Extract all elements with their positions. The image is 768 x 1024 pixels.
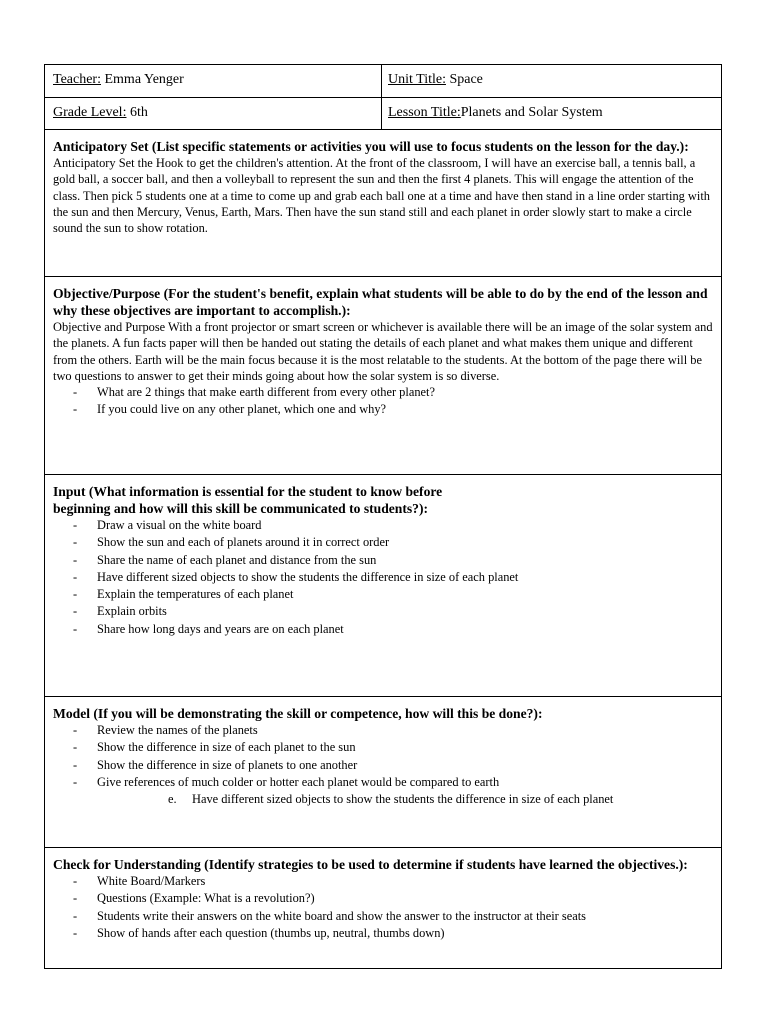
input-section: [45, 475, 721, 697]
list-item: - Explain orbits: [73, 603, 713, 620]
list-item: - If you could live on any other planet, which one and why?: [73, 401, 713, 418]
list-item: - Have different sized objects to show the students the difference in size of each planet: [73, 569, 713, 586]
unit-label: Unit Title:: [388, 72, 446, 87]
list-item: - Show of hands after each question (thumbs up, neutral, thumbs down): [73, 925, 713, 942]
objective-heading: Objective/Purpose (For the student's benefit, explain what students will be able to do by the end of the lesson and why these objectives are important to accomplish.):: [53, 286, 708, 318]
teacher-cell: [45, 65, 382, 97]
list-item: - Show the sun and each of planets around it in correct order: [73, 534, 713, 551]
teacher-label: Teacher:: [53, 72, 101, 87]
anticipatory-heading: Anticipatory Set (List specific statements or activities you will use to focus students on the lesson for the day.):: [53, 139, 689, 154]
list-item: - Share the name of each planet and distance from the sun: [73, 552, 713, 569]
anticipatory-body: Anticipatory Set the Hook to get the children's attention. At the front of the classroom, I will have an exercise ball, a tennis ball, a gold ball, a soccer ball, and then a volleyball to represent the sun and then the first 4 planets. This will engage the attention of the class. Then pick 5 students one at a time to come up and grab each ball one at a time and have then stand in a line order starting with the sun and then Mercury, Venus, Earth, Mars. Then have the sun stand still and each planet in order slowly start to make a circle sound the sun to show rotation.: [53, 156, 710, 236]
lesson-plan-table: [44, 64, 722, 969]
teacher-name: Emma Yenger: [104, 72, 184, 87]
model-list: [53, 722, 713, 791]
header-row-2: [45, 98, 721, 130]
list-item: - Draw a visual on the white board: [73, 517, 713, 534]
lesson-title: Planets and Solar System: [460, 105, 603, 120]
check-heading: Check for Understanding (Identify strategies to be used to determine if students have learned the objectives.):: [53, 857, 688, 872]
unit-title: Space: [449, 72, 483, 87]
grade-label: Grade Level:: [53, 105, 127, 120]
lettered-item: [53, 791, 713, 808]
list-item: - What are 2 things that make earth different from every other planet?: [73, 384, 713, 401]
grade-level: 6th: [129, 105, 148, 120]
lettered-mark: e.: [168, 792, 177, 807]
input-heading-line2: beginning and how will this skill be communicated to students?):: [53, 501, 429, 516]
check-list: [53, 873, 713, 942]
list-item: - Show the difference in size of each planet to the sun: [73, 739, 713, 756]
objective-body: Objective and Purpose With a front projector or smart screen or whichever is available there will be an image of the solar system and the planets. A fun facts paper will then be handed out stating the details of each planet and what makes them unique and different from the others. Earth will be the main focus because it is the most relatable to the students. At the bottom of the page there will be two questions to answer to get their minds going about how the solar system is so diverse.: [53, 320, 713, 383]
check-section: [45, 848, 721, 968]
list-item: - Students write their answers on the white board and show the answer to the instructor at their seats: [73, 908, 713, 925]
list-item: - Questions (Example: What is a revolution?): [73, 890, 713, 907]
list-item: - Share how long days and years are on each planet: [73, 621, 713, 638]
input-list: [53, 517, 713, 638]
objective-section: [45, 277, 721, 475]
model-heading: Model (If you will be demonstrating the skill or competence, how will this be done?):: [53, 706, 543, 721]
lettered-text: Have different sized objects to show the students the difference in size of each planet: [192, 792, 614, 807]
lesson-label: Lesson Title:: [388, 105, 461, 120]
list-item: - Review the names of the planets: [73, 722, 713, 739]
list-item: - White Board/Markers: [73, 873, 713, 890]
objective-list: [53, 384, 713, 419]
list-item: - Show the difference in size of planets to one another: [73, 757, 713, 774]
model-section: [45, 697, 721, 848]
lesson-cell: [382, 98, 721, 129]
list-item: - Explain the temperatures of each planet: [73, 586, 713, 603]
list-item: - Give references of much colder or hotter each planet would be compared to earth: [73, 774, 713, 791]
header-row-1: [45, 65, 721, 98]
unit-cell: [382, 65, 721, 97]
input-heading-line1: Input (What information is essential for the student to know before: [53, 484, 443, 499]
anticipatory-section: [45, 130, 721, 277]
grade-cell: [45, 98, 382, 129]
